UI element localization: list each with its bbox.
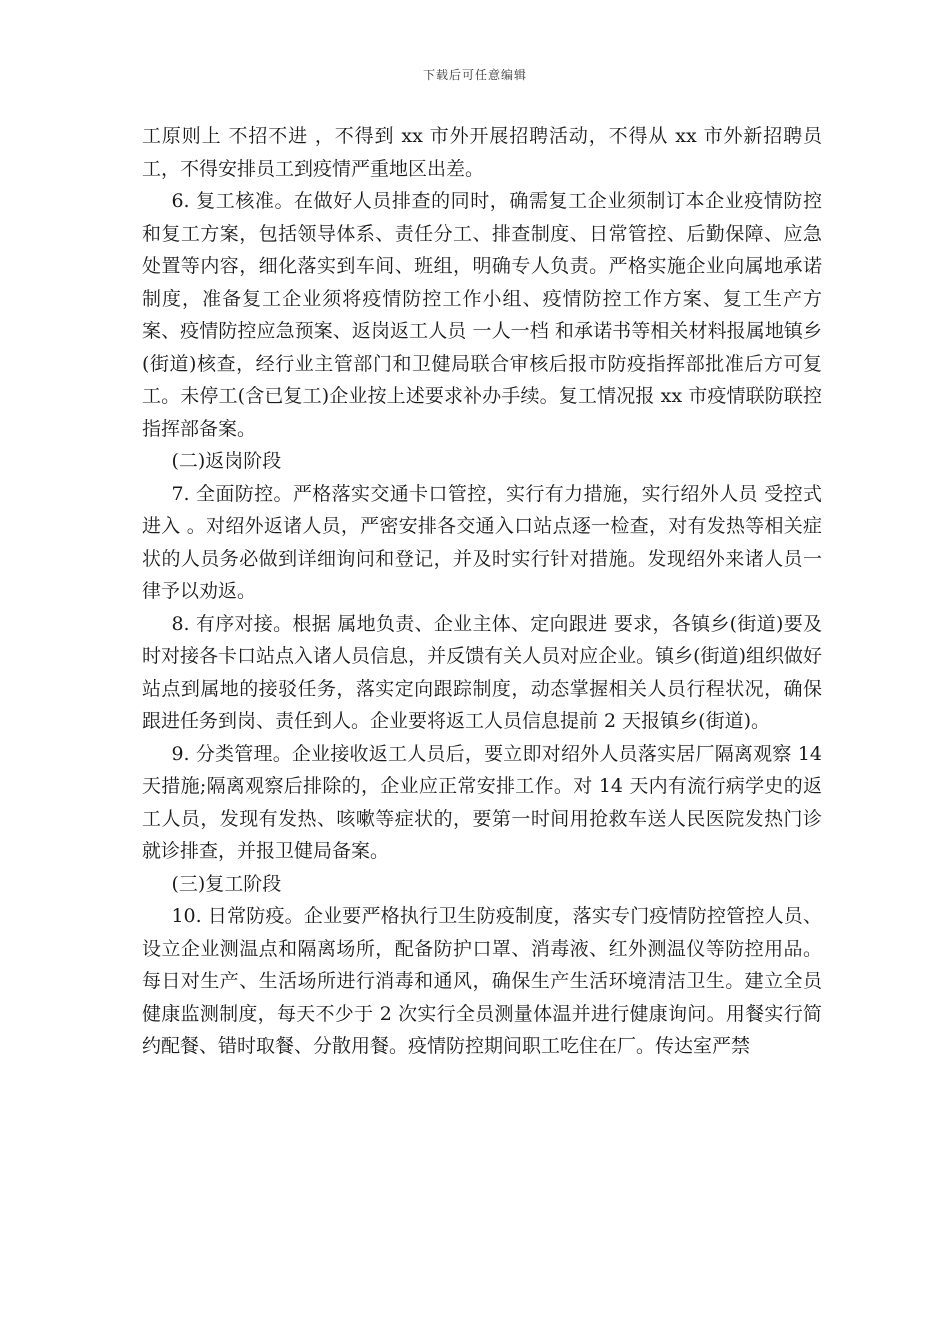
paragraph-item-8: 8. 有序对接。根据 属地负责、企业主体、定向跟进 要求，各镇乡(街道)要及时对接各卡口站点入诸人员信息，并反馈有关人员对应企业。镇乡(街道)组织做好站点到属地的接驳任务，落实定向跟踪制度，动态掌握相关人员行程状况，确保跟进任务到岗、责任到人。企业要将返工人员信息提前 2 天报镇乡(街道)。 bbox=[142, 612, 822, 732]
paragraph-item-7: 7. 全面防控。严格落实交通卡口管控，实行有力措施，实行绍外人员 受控式进入 。对绍外返诸人员，严密安排各交通入口站点逐一检查，对有发热等相关症状的人员务必做到详细询问和登记，并及时实行针对措施。发现绍外来诸人员一律予以劝返。 bbox=[142, 482, 822, 602]
section-heading-return-stage: (二)返岗阶段 bbox=[171, 450, 282, 472]
page-header-note: 下载后可任意编辑 bbox=[422, 68, 527, 82]
paragraph-continuation: 工原则上 不招不进 ，不得到 xx 市外开展招聘活动，不得从 xx 市外新招聘员工，不得安排员工到疫情严重地区出差。 bbox=[142, 125, 822, 180]
section-heading-resume-stage: (三)复工阶段 bbox=[171, 872, 282, 895]
paragraph-item-6: 6. 复工核准。在做好人员排查的同时，确需复工企业须制订本企业疫情防控和复工方案，包括领导体系、责任分工、排查制度、日常管控、后勤保障、应急处置等内容，细化落实到车间、班组，明确专人负责。严格实施企业向属地承诺制度，准备复工企业须将疫情防控工作小组、疫情防控工作方案、复工生产方案、疫情防控应急预案、返岗返工人员 一人一档 和承诺书等相关材料报属地镇乡(街道)核查，经行业主管部门和卫健局联合审核后报市防疫指挥部批准后方可复工。未停工(含已复工)企业按上述要求补办手续。复工情况报 xx 市疫情联防联控指挥部备案。 bbox=[142, 190, 822, 440]
paragraph-item-10: 10. 日常防疫。企业要严格执行卫生防疫制度，落实专门疫情防控管控人员、设立企业测温点和隔离场所，配备防护口罩、消毒液、红外测温仪等防控用品。每日对生产、生活场所进行消毒和通风，确保生产生活环境清洁卫生。建立全员健康监测制度，每天不少于 2 次实行全员测量体温并进行健康询问。用餐实行简约配餐、错时取餐、分散用餐。疫情防控期间职工吃住在厂。传达室严禁 bbox=[142, 905, 822, 1057]
paragraph-item-9: 9. 分类管理。企业接收返工人员后，要立即对绍外人员落实居厂隔离观察 14 天措施;隔离观察后排除的，企业应正常安排工作。对 14 天内有流行病学史的返工人员，发现有发热、咳嗽等症状的，要第一时间用抢救车送人民医院发热门诊就诊排查，并报卫健局备案。 bbox=[142, 742, 822, 862]
document-body bbox=[142, 120, 822, 1063]
